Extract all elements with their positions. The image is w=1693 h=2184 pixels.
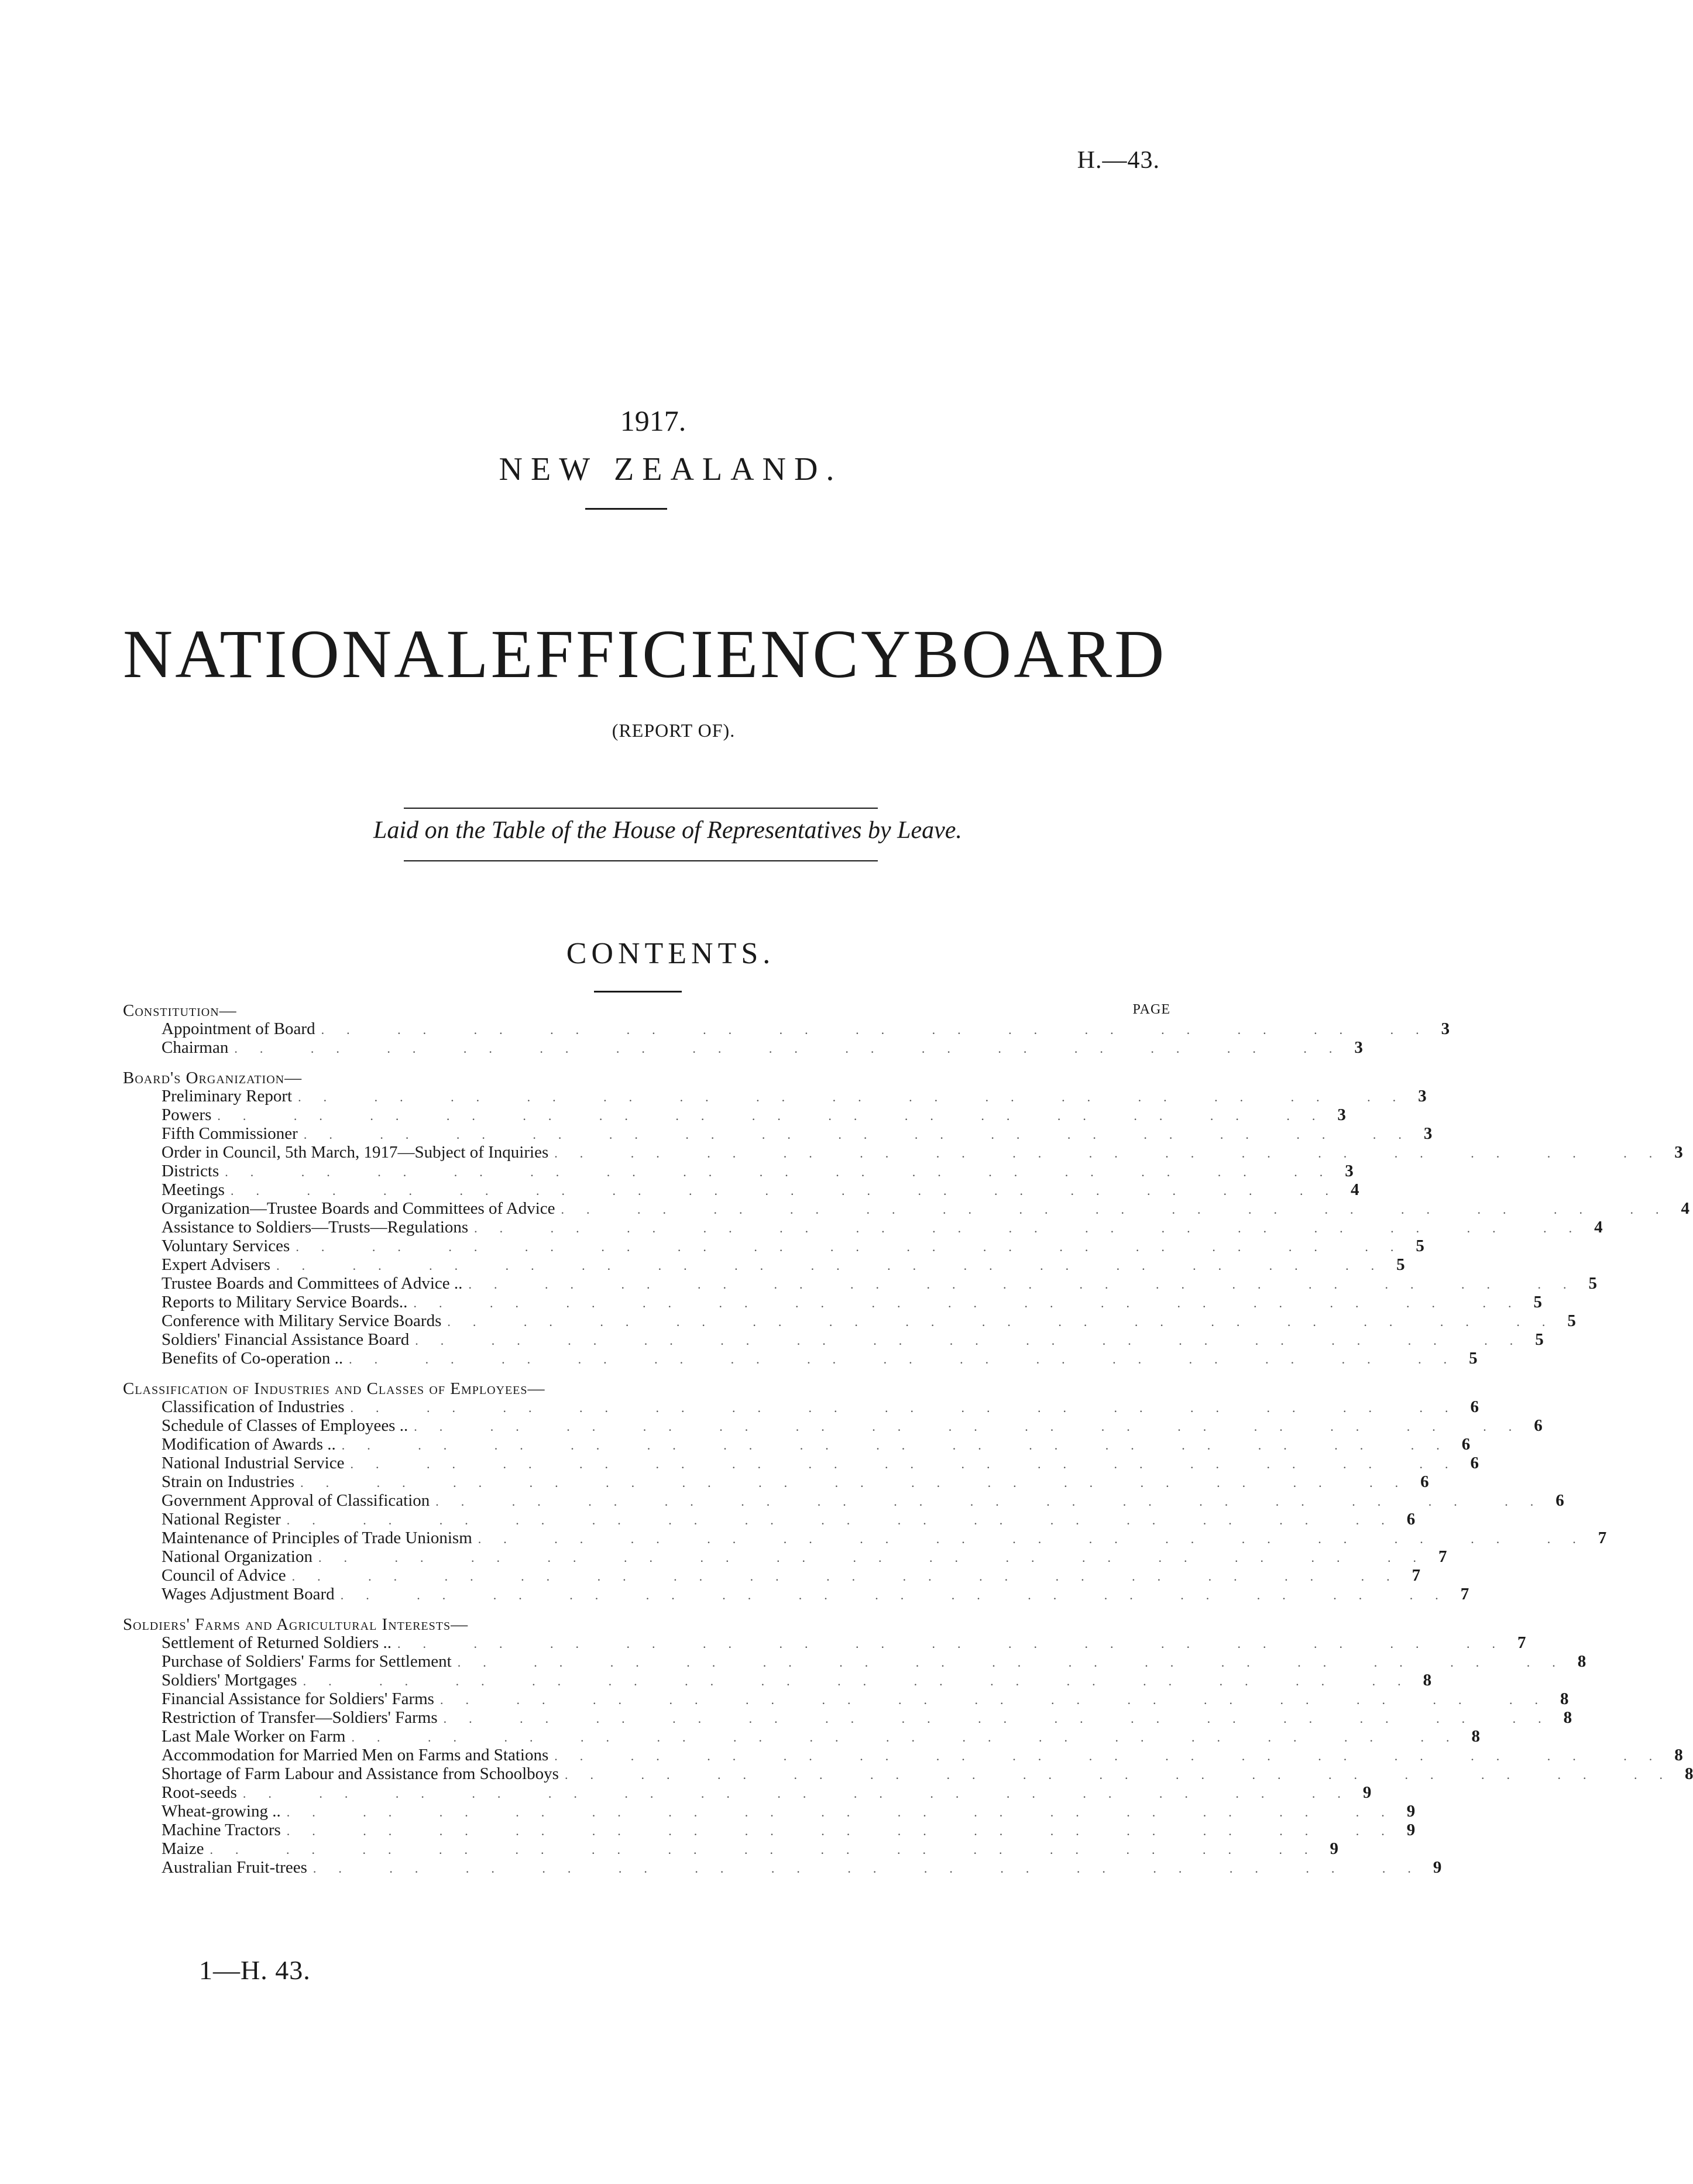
dot-leader: .. .. .. .. .. .. .. .. .. .. .. .. .. .. ..	[210, 1842, 1330, 1857]
dot-leader: .. .. .. .. .. .. .. .. .. .. .. .. .. .. ..	[443, 1711, 1564, 1726]
toc-entry-label: Maize	[162, 1839, 204, 1858]
toc-entry-page: 6	[1470, 1397, 1479, 1416]
table-of-contents	[123, 1001, 1693, 1889]
dot-leader: .. .. .. .. .. .. .. .. .. .. .. .. .. .. ..	[439, 1692, 1560, 1707]
toc-entry	[123, 1218, 1603, 1237]
dot-leader: .. .. .. .. .. .. .. .. .. .. .. .. .. .. ..	[312, 1861, 1433, 1876]
toc-entry-page: 9	[1433, 1858, 1442, 1877]
dot-leader: .. .. .. .. .. .. .. .. .. .. .. .. .. .. ..	[351, 1730, 1472, 1745]
toc-entry-page: 8	[1563, 1708, 1572, 1727]
dot-leader: .. .. .. .. .. .. .. .. .. .. .. .. .. .. ..	[350, 1400, 1471, 1415]
toc-entry-page: 9	[1362, 1783, 1372, 1802]
toc-entry	[123, 1839, 1338, 1859]
toc-entry-page: 8	[1471, 1727, 1480, 1746]
dot-leader: .. .. .. .. .. .. .. .. .. .. .. .. .. .. ..	[564, 1767, 1685, 1782]
page-folio: 1—H. 43.	[199, 1955, 311, 1985]
toc-section	[123, 1001, 1450, 1057]
toc-entry	[123, 1311, 1576, 1331]
toc-entry-page: 4	[1681, 1199, 1690, 1218]
dot-leader: .. .. .. .. .. .. .. .. .. .. .. .. .. .. ..	[349, 1352, 1469, 1366]
toc-entry-label: Expert Advisers	[162, 1255, 271, 1274]
toc-entry	[123, 1764, 1693, 1784]
dot-leader: .. .. .. .. .. .. .. .. .. .. .. .. .. .. ..	[415, 1333, 1536, 1348]
dot-leader: .. .. .. .. .. .. .. .. .. .. .. .. .. .. ..	[242, 1786, 1363, 1801]
toc-entry-page: 3	[1423, 1124, 1433, 1143]
toc-entry-page: 3	[1354, 1038, 1363, 1057]
title-word: BOARD	[913, 616, 1167, 692]
toc-entry-page: 6	[1534, 1416, 1543, 1435]
toc-entry	[123, 1633, 1526, 1653]
toc-section-title: Classification of Industries and Classes of Employees—	[123, 1379, 545, 1398]
toc-entry-page: 9	[1406, 1802, 1416, 1821]
toc-entry-label: Strain on Industries	[162, 1472, 295, 1491]
toc-entry-page: 5	[1469, 1349, 1478, 1368]
toc-entry-page: 4	[1594, 1218, 1603, 1237]
dot-leader: .. .. .. .. .. .. .. .. .. .. .. .. .. .. ..	[230, 1183, 1351, 1198]
toc-entry	[123, 1727, 1480, 1746]
toc-entry-label: Conference with Military Service Boards	[162, 1311, 442, 1330]
toc-entry-page: 3	[1441, 1019, 1450, 1038]
toc-entry-label: Machine Tractors	[162, 1821, 281, 1839]
toc-entry-page: 7	[1598, 1529, 1607, 1547]
toc-entry-page: 6	[1461, 1435, 1471, 1454]
toc-entry-page: 6	[1555, 1491, 1564, 1510]
toc-entry-label: Voluntary Services	[162, 1237, 290, 1255]
dot-leader: .. .. .. .. .. .. .. .. .. .. .. .. .. .. ..	[341, 1438, 1462, 1452]
toc-entry	[123, 1274, 1597, 1293]
toc-entry-page: 3	[1345, 1162, 1354, 1180]
toc-entry	[123, 1143, 1683, 1162]
toc-entry-page: 5	[1588, 1274, 1597, 1293]
toc-entry	[123, 1105, 1346, 1125]
dot-leader: .. .. .. .. .. .. .. .. .. .. .. .. .. .. ..	[318, 1550, 1438, 1565]
toc-entry	[123, 1087, 1427, 1106]
toc-entry-page: 7	[1460, 1585, 1469, 1603]
toc-entry	[123, 1821, 1416, 1840]
laid-on-table-note: Laid on the Table of the House of Representatives by Leave.	[373, 817, 962, 844]
dot-leader: .. .. .. .. .. .. .. .. .. .. .. .. .. .. ..	[340, 1588, 1461, 1602]
toc-entry	[123, 1416, 1543, 1436]
toc-entry-label: Trustee Boards and Committees of Advice ..	[162, 1274, 463, 1293]
toc-entry	[123, 1199, 1690, 1218]
report-title	[123, 614, 1167, 694]
dot-leader: .. .. .. .. .. .. .. .. .. .. .. .. .. .. ..	[225, 1165, 1345, 1179]
dot-leader: .. .. .. .. .. .. .. .. .. .. .. .. .. .. ..	[234, 1041, 1355, 1056]
toc-entry	[123, 1529, 1607, 1548]
toc-entry-label: Purchase of Soldiers' Farms for Settlement	[162, 1652, 452, 1671]
toc-entry-page: 8	[1423, 1671, 1432, 1689]
toc-entry	[123, 1858, 1442, 1877]
toc-entry	[123, 1038, 1363, 1057]
toc-entry-page: 3	[1418, 1087, 1427, 1105]
toc-entry-page: 8	[1577, 1652, 1586, 1671]
toc-entry-label: Shortage of Farm Labour and Assistance from Schoolboys	[162, 1764, 559, 1783]
dot-leader: .. .. .. .. .. .. .. .. .. .. .. .. .. .. ..	[447, 1314, 1568, 1329]
dot-leader: .. .. .. .. .. .. .. .. .. .. .. .. .. .. ..	[303, 1127, 1424, 1142]
dot-leader: .. .. .. .. .. .. .. .. .. .. .. .. .. .. ..	[303, 1674, 1423, 1688]
toc-entry-label: National Organization	[162, 1547, 312, 1566]
toc-entry	[123, 1802, 1416, 1821]
toc-entry	[123, 1510, 1416, 1529]
toc-entry-label: Fifth Commissioner	[162, 1124, 298, 1143]
toc-entry-label: National Register	[162, 1510, 281, 1529]
toc-entry-page: 6	[1470, 1454, 1479, 1472]
toc-entry-page: 5	[1567, 1311, 1576, 1330]
toc-entry-label: National Industrial Service	[162, 1454, 345, 1472]
toc-section-title: Constitution—	[123, 1001, 237, 1020]
dot-leader: .. .. .. .. .. .. .. .. .. .. .. .. .. .. ..	[321, 1022, 1441, 1037]
toc-entry-label: Financial Assistance for Soldiers' Farms	[162, 1689, 434, 1708]
toc-entry-page: 4	[1350, 1180, 1359, 1199]
toc-entry-label: Chairman	[162, 1038, 229, 1057]
toc-entry-label: Accommodation for Married Men on Farms and Stations	[162, 1746, 549, 1764]
toc-entry	[123, 1491, 1564, 1510]
toc-section-title: Board's Organization—	[123, 1069, 303, 1087]
toc-entry-label: Classification of Industries	[162, 1397, 345, 1416]
toc-entry	[123, 1237, 1424, 1256]
toc-entry-label: Meetings	[162, 1180, 225, 1199]
toc-entry	[123, 1671, 1432, 1690]
divider	[585, 508, 667, 510]
toc-entry-page: 3	[1674, 1143, 1683, 1162]
dot-leader: .. .. .. .. .. .. .. .. .. .. .. .. .. .. ..	[478, 1531, 1598, 1546]
toc-entry-label: Organization—Trustee Boards and Committees of Advice	[162, 1199, 555, 1218]
toc-entry-label: Root-seeds	[162, 1783, 237, 1802]
toc-entry	[123, 1689, 1569, 1709]
toc-entry	[123, 1180, 1359, 1200]
dot-leader: .. .. .. .. .. .. .. .. .. .. .. .. .. .. ..	[554, 1146, 1675, 1160]
toc-entry-label: Wages Adjustment Board	[162, 1585, 335, 1603]
toc-entry-label: Settlement of Returned Soldiers ..	[162, 1633, 392, 1652]
toc-section	[123, 1615, 1693, 1877]
toc-entry-page: 5	[1416, 1237, 1424, 1255]
title-word: EFFICIENCY	[490, 616, 914, 692]
dot-leader: .. .. .. .. .. .. .. .. .. .. .. .. .. .. ..	[350, 1457, 1471, 1471]
toc-entry-label: Last Male Worker on Farm	[162, 1727, 346, 1746]
toc-entry	[123, 1585, 1469, 1604]
toc-entry-label: Council of Advice	[162, 1566, 286, 1585]
toc-entry-page: 9	[1330, 1839, 1338, 1858]
dot-leader: .. .. .. .. .. .. .. .. .. .. .. .. .. .. ..	[457, 1655, 1578, 1670]
toc-section	[123, 1069, 1690, 1368]
dot-leader: .. .. .. .. .. .. .. .. .. .. .. .. .. .. ..	[286, 1805, 1407, 1819]
dot-leader: .. .. .. .. .. .. .. .. .. .. .. .. .. .. ..	[474, 1221, 1595, 1235]
toc-entry-label: Districts	[162, 1162, 219, 1180]
year-heading: 1917.	[620, 404, 686, 437]
toc-section	[123, 1379, 1607, 1604]
toc-entry	[123, 1472, 1429, 1492]
toc-entry-label: Government Approval of Classification	[162, 1491, 430, 1510]
divider	[404, 808, 878, 809]
document-reference: H.—43.	[1077, 147, 1160, 174]
toc-entry-label: Powers	[162, 1105, 212, 1124]
toc-entry-label: Assistance to Soldiers—Trusts—Regulations	[162, 1218, 469, 1237]
toc-entry-page: 7	[1412, 1566, 1421, 1585]
toc-entry-label: Wheat-growing ..	[162, 1802, 281, 1821]
page-column-label: PAGE	[1132, 1002, 1170, 1017]
divider	[404, 860, 878, 861]
toc-entry	[123, 1124, 1433, 1143]
dot-leader: .. .. .. .. .. .. .. .. .. .. .. .. .. .. ..	[286, 1513, 1407, 1527]
toc-entry	[123, 1435, 1471, 1454]
toc-entry-page: 7	[1438, 1547, 1447, 1566]
toc-entry	[123, 1454, 1479, 1473]
toc-entry	[123, 1746, 1683, 1765]
dot-leader: .. .. .. .. .. .. .. .. .. .. .. .. .. .. ..	[291, 1569, 1412, 1584]
toc-entry-page: 6	[1406, 1510, 1416, 1529]
toc-entry	[123, 1349, 1478, 1368]
dot-leader: .. .. .. .. .. .. .. .. .. .. .. .. .. .. ..	[435, 1494, 1556, 1509]
toc-section-title: Soldiers' Farms and Agricultural Interests—	[123, 1615, 469, 1634]
toc-entry-label: Order in Council, 5th March, 1917—Subject of Inquiries	[162, 1143, 549, 1162]
dot-leader: .. .. .. .. .. .. .. .. .. .. .. .. .. .. ..	[414, 1419, 1534, 1434]
country-heading: NEW ZEALAND.	[499, 451, 843, 487]
toc-entry	[123, 1293, 1542, 1312]
dot-leader: .. .. .. .. .. .. .. .. .. .. .. .. .. .. ..	[300, 1475, 1421, 1490]
toc-entry-page: 8	[1674, 1746, 1683, 1764]
toc-entry-label: Appointment of Board	[162, 1019, 315, 1038]
toc-entry-label: Reports to Military Service Boards..	[162, 1293, 408, 1311]
toc-entry-page: 9	[1406, 1821, 1416, 1839]
dot-leader: .. .. .. .. .. .. .. .. .. .. .. .. .. .. ..	[554, 1749, 1675, 1763]
toc-entry-page: 8	[1560, 1689, 1569, 1708]
toc-entry	[123, 1652, 1586, 1671]
contents-heading: CONTENTS.	[566, 937, 775, 970]
toc-entry-label: Restriction of Transfer—Soldiers' Farms	[162, 1708, 438, 1727]
toc-entry-page: 3	[1337, 1105, 1346, 1124]
toc-entry-label: Australian Fruit-trees	[162, 1858, 307, 1877]
toc-entry-label: Preliminary Report	[162, 1087, 293, 1105]
toc-entry	[123, 1019, 1450, 1039]
toc-entry	[123, 1566, 1421, 1585]
dot-leader: .. .. .. .. .. .. .. .. .. .. .. .. .. .. ..	[296, 1239, 1416, 1254]
toc-entry-label: Modification of Awards ..	[162, 1435, 336, 1454]
dot-leader: .. .. .. .. .. .. .. .. .. .. .. .. .. .. ..	[561, 1202, 1681, 1217]
toc-entry	[123, 1330, 1544, 1349]
divider	[594, 991, 682, 993]
dot-leader: .. .. .. .. .. .. .. .. .. .. .. .. .. .. ..	[397, 1636, 1518, 1651]
toc-entry-label: Maintenance of Principles of Trade Unionism	[162, 1529, 472, 1547]
toc-entry-label: Soldiers' Mortgages	[162, 1671, 297, 1689]
dot-leader: .. .. .. .. .. .. .. .. .. .. .. .. .. .. ..	[413, 1296, 1534, 1310]
dot-leader: .. .. .. .. .. .. .. .. .. .. .. .. .. .. ..	[298, 1090, 1419, 1104]
toc-entry	[123, 1708, 1572, 1728]
toc-entry	[123, 1547, 1447, 1567]
title-word: NATIONAL	[123, 616, 491, 692]
toc-entry-page: 6	[1420, 1472, 1429, 1491]
toc-entry-label: Benefits of Co-operation ..	[162, 1349, 344, 1368]
toc-entry-page: 7	[1517, 1633, 1526, 1652]
toc-entry	[123, 1255, 1405, 1275]
report-subtitle: (REPORT OF).	[612, 720, 736, 741]
toc-entry	[123, 1783, 1372, 1802]
toc-entry	[123, 1397, 1479, 1417]
toc-entry-page: 8	[1684, 1764, 1693, 1783]
toc-entry-page: 5	[1535, 1330, 1544, 1349]
toc-entry-page: 5	[1533, 1293, 1542, 1311]
toc-entry-page: 5	[1396, 1255, 1405, 1274]
dot-leader: .. .. .. .. .. .. .. .. .. .. .. .. .. .. ..	[286, 1824, 1407, 1838]
dot-leader: .. .. .. .. .. .. .. .. .. .. .. .. .. .. ..	[217, 1108, 1338, 1123]
toc-entry-label: Soldiers' Financial Assistance Board	[162, 1330, 410, 1349]
toc-entry-label: Schedule of Classes of Employees ..	[162, 1416, 408, 1435]
dot-leader: .. .. .. .. .. .. .. .. .. .. .. .. .. .. ..	[276, 1258, 1397, 1273]
toc-entry	[123, 1162, 1354, 1181]
dot-leader: .. .. .. .. .. .. .. .. .. .. .. .. .. .. ..	[468, 1277, 1589, 1292]
